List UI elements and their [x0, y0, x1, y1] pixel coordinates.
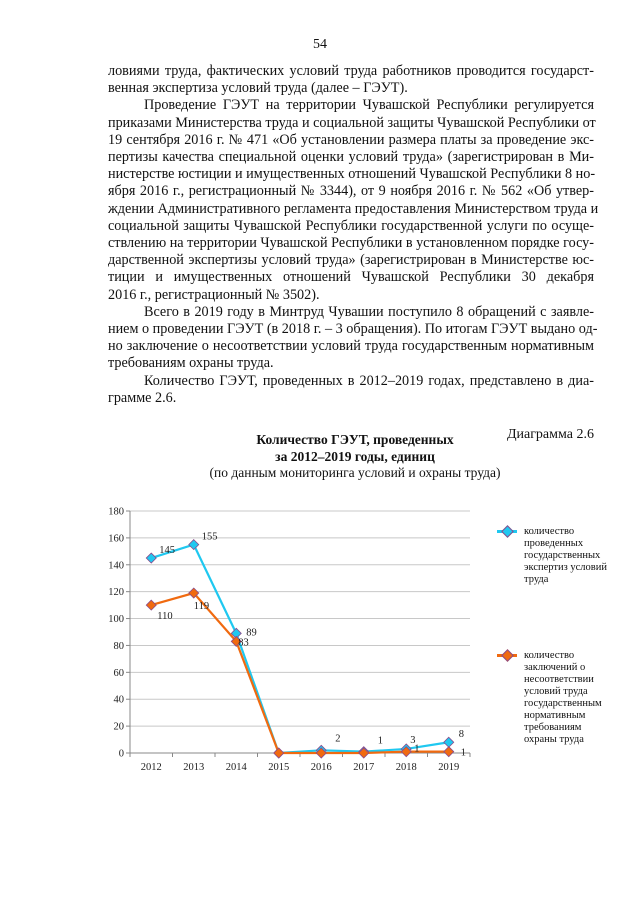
data-point-marker — [444, 737, 454, 747]
x-tick-label: 2018 — [395, 762, 417, 773]
x-tick-label: 2013 — [183, 762, 205, 773]
legend-label: количество заключений о несоответствии условий труда государственным нормативным требованиям охраны труда — [524, 650, 602, 745]
y-tick-label: 140 — [108, 560, 124, 572]
data-point-marker — [444, 747, 454, 757]
data-point-marker — [189, 540, 199, 550]
text-line: но заключение о несоответствии условий труда государственным нормативным — [108, 338, 594, 355]
y-tick-label: 60 — [113, 667, 124, 679]
text-line: венная экспертиза условий труда (далее – ГЭУТ). — [108, 80, 408, 97]
data-label: 145 — [159, 545, 175, 557]
series-line-1 — [151, 545, 449, 753]
text-line: ловиями труда, фактических условий труда работников проводится государст- — [108, 63, 594, 79]
y-tick-label: 180 — [108, 506, 124, 518]
legend-label: количество проведенных государственных экспертиз условий труда — [524, 526, 607, 585]
data-label: 1 — [377, 735, 383, 747]
y-tick-label: 160 — [108, 533, 124, 545]
text-line: 2016 г., регистрационный № 3502). — [108, 286, 320, 303]
data-label: 8 — [458, 729, 464, 741]
data-label: 1 — [460, 747, 466, 759]
text-line: ствлению на территории Чувашской Республики в установленном порядке госу- — [108, 235, 594, 252]
y-tick-label: 20 — [113, 721, 124, 733]
text-line: дарственной экспертизы условий труда» (зарегистрирован в Министерстве юс- — [108, 252, 594, 269]
text-line: социальной защиты Чувашской Республики государственной услуги по осуще- — [108, 217, 594, 234]
y-tick-label: 40 — [113, 694, 124, 706]
x-tick-label: 2016 — [310, 762, 332, 773]
data-point-marker — [146, 553, 156, 563]
diagram-label: Диаграмма 2.6 — [506, 427, 594, 442]
text-line: Количество ГЭУТ, проведенных в 2012–2019 годах, представлено в диа- — [144, 372, 594, 389]
text-line: нием о проведении ГЭУТ (в 2018 г. – 3 обращения). По итогам ГЭУТ выдано од- — [108, 321, 598, 338]
text-line: грамме 2.6. — [108, 389, 177, 406]
text-line: нистерстве юстиции и имущественных отношений Чувашской Республики 8 но- — [108, 166, 596, 183]
data-label: 89 — [246, 627, 257, 639]
data-label: 3 — [410, 734, 416, 746]
y-tick-label: 120 — [108, 587, 124, 599]
text-line: тиции и имущественных отношений Чувашской Республики 30 декабря — [108, 269, 594, 286]
chart-title-line-1: Количество ГЭУТ, проведенных — [256, 432, 454, 447]
text-line: пертизы качества специальной оценки условий труда» (зарегистрирован в Ми- — [108, 149, 594, 166]
y-tick-label: 100 — [108, 614, 124, 626]
data-label: 1 — [414, 743, 420, 755]
text-line: ждении Административного регламента предоставления Министерством труда и — [108, 200, 599, 217]
x-tick-label: 2014 — [225, 762, 247, 773]
data-label: 83 — [238, 637, 249, 649]
x-tick-label: 2019 — [438, 762, 460, 773]
page-number: 54 — [313, 37, 327, 52]
x-tick-label: 2017 — [353, 762, 375, 773]
series-line-2 — [151, 593, 449, 753]
data-point-marker — [274, 748, 284, 758]
text-line: 19 сентября 2016 г. № 471 «Об установлении размера платы за проведение экс- — [108, 131, 594, 148]
data-label: 2 — [335, 733, 341, 745]
data-point-marker — [146, 600, 156, 610]
text-line: Всего в 2019 году в Минтруд Чувашии поступило 8 обращений с заявле- — [144, 303, 594, 320]
data-label: 119 — [193, 601, 210, 613]
text-line: Проведение ГЭУТ на территории Чувашской Республики регулируется — [144, 97, 594, 114]
text-line: приказами Министерства труда и социальной защиты Чувашской Республики от — [108, 114, 596, 131]
text-line: требованиям охраны труда. — [108, 355, 274, 372]
x-tick-label: 2015 — [268, 762, 290, 773]
chart-title-line-2: за 2012–2019 годы, единиц — [275, 449, 435, 464]
chart-subtitle: (по данным мониторинга условий и охраны труда) — [209, 465, 501, 480]
x-tick-label: 2012 — [140, 762, 162, 773]
y-tick-label: 80 — [113, 640, 124, 652]
data-point-marker — [359, 748, 369, 758]
y-tick-label: 0 — [118, 748, 124, 760]
text-line: ября 2016 г., регистрационный № 3344), от 9 ноября 2016 г. № 562 «Об утвер- — [108, 183, 594, 200]
data-label: 155 — [201, 531, 218, 543]
data-label: 110 — [157, 611, 173, 623]
